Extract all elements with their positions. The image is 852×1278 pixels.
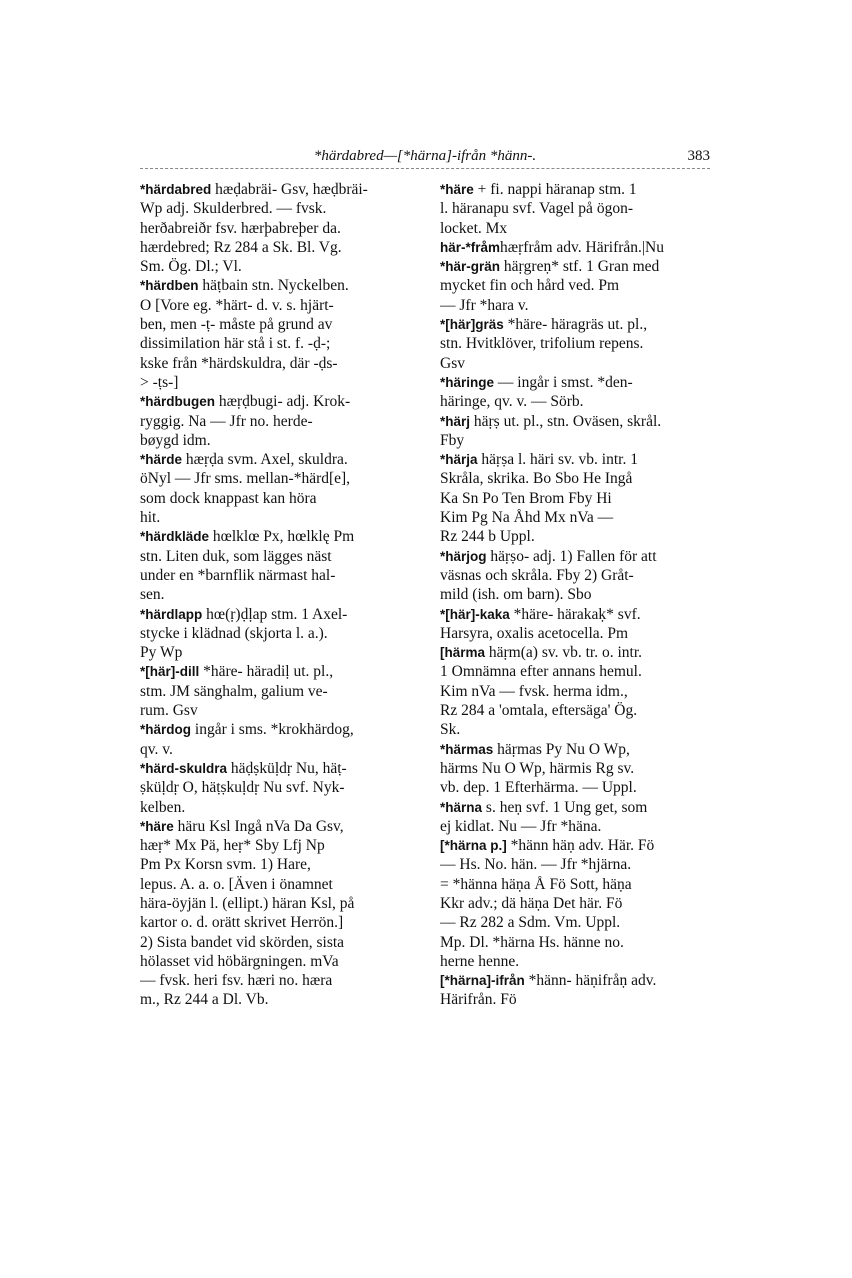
- entry-body: hæṛḍbugi- adj. Krok- ryggig. Na — Jfr no. herde- bøygd idm.: [140, 393, 351, 449]
- entry-body: *hänn häṇ adv. Här. Fö — Hs. No. hän. — Jfr *hjärna. = *hänna häṇa Å Fö Sott, häṇa Kkr adv.; dä häṇa Det här. Fö — Rz 282 a Sdm. Vm. Uppl. Mp. Dl. *härna Hs. hänne no. herne henne.: [440, 837, 655, 970]
- dictionary-entry: [440, 412, 715, 451]
- entry-body: hœlklœ Px, hœlklę Pm stn. Liten duk, som lägges näst under en *barnflik närmast hal- sen.: [140, 528, 355, 604]
- entry-headword: *härdlapp: [140, 606, 203, 622]
- header-title: *härdabred—[*härna]-ifrån *hänn-.: [313, 148, 537, 164]
- entry-headword: *härjog: [440, 548, 487, 564]
- dictionary-entry: [440, 180, 715, 238]
- dictionary-entry: [140, 276, 440, 392]
- entry-body: häṛm(a) sv. vb. tr. o. intr. 1 Omnämna efter annans hemul. Kim nVa — fvsk. herma idm., Rz 284 a 'omtala, eftersäga' Ög. Sk.: [440, 644, 642, 739]
- entry-headword: *häre: [140, 818, 174, 834]
- entry-body: häṛgreṇ* stf. 1 Gran med mycket fin och hård ved. Pm — Jfr *hara v.: [440, 258, 660, 314]
- entry-headword: *härdkläde: [140, 529, 210, 545]
- entry-headword: *härna: [440, 799, 483, 815]
- dictionary-entry: [140, 817, 440, 1010]
- entry-body: *häre- häragräs ut. pl., stn. Hvitklöver, trifolium repens. Gsv: [440, 316, 648, 372]
- entry-headword: *härj: [440, 413, 471, 429]
- dictionary-entry: [140, 759, 440, 817]
- entry-body: hæṛḍa svm. Axel, skuldra. öNyl — Jfr sms. mellan-*härd[e], som dock knappast kan höra hit.: [140, 451, 351, 527]
- entry-headword: *härdben: [140, 278, 199, 294]
- entry-body: häṛṣ ut. pl., stn. Oväsen, skrål. Fby: [440, 412, 662, 449]
- dictionary-entry: [140, 662, 440, 720]
- dictionary-entry: [440, 971, 715, 1010]
- dictionary-entry: [140, 720, 440, 759]
- entry-headword: *härd-skuldra: [140, 760, 228, 776]
- dictionary-entry: [440, 315, 715, 373]
- entry-headword: *härdabred: [140, 182, 212, 197]
- entry-body: häḍṣküḷdṛ Nu, häṭ- ṣküḷdṛ O, häṭṣkuḷdṛ Nu svf. Nyk- kelben.: [140, 759, 347, 816]
- dictionary-entry: [140, 392, 440, 450]
- entry-body: häru Ksl Ingå nVa Da Gsv, hæṛ* Mx Pä, heṛ* Sby Lfj Np Pm Px Korsn svm. 1) Hare, lepus. A. a. o. [Även i önamnet hära-öyjän l. (ellipt.) häran Ksl, på kartor o. d. orätt skrivet Herrön.] 2) Sista bandet vid skörden, sista hölasset vid höbärgningen. mVa — fvsk. heri fsv. hæri no. hæra m., Rz 244 a Dl. Vb.: [140, 817, 355, 1009]
- dictionary-entry: [440, 836, 715, 971]
- entry-headword: här-*fråm: [440, 239, 501, 255]
- entry-headword: *[här]-dill: [140, 664, 200, 680]
- entry-headword: *härdbugen: [140, 394, 216, 410]
- running-header: [140, 148, 710, 170]
- left-column: [140, 180, 440, 1010]
- dictionary-entry: [440, 373, 715, 412]
- dictionary-entry: [440, 547, 715, 605]
- entry-headword: [*härna]-ifrån: [440, 973, 525, 989]
- entry-body: s. heṇ svf. 1 Ung get, som ej kidlat. Nu — Jfr *häna.: [440, 798, 648, 835]
- entry-body: hæṛfråm adv. Härifrån.|Nu: [500, 238, 664, 256]
- entry-body: — ingår i smst. *den- häringe, qv. v. — Sörb.: [440, 373, 633, 411]
- dictionary-entry: [440, 238, 715, 257]
- entry-headword: *härde: [140, 452, 183, 468]
- entry-headword: *häringe: [440, 374, 495, 390]
- entry-headword: [*härna p.]: [440, 838, 507, 854]
- entry-body: ingår i sms. *krokhärdog, qv. v.: [140, 721, 354, 758]
- dictionary-entry: [440, 798, 715, 837]
- dictionary-entry: [440, 605, 715, 644]
- entry-headword: *härmas: [440, 741, 494, 757]
- entry-headword: *härja: [440, 452, 478, 468]
- dictionary-entry: [440, 643, 715, 739]
- header-rule: [140, 168, 710, 169]
- entry-headword: *[här]gräs: [440, 317, 504, 333]
- dictionary-entry: [140, 450, 440, 527]
- entry-body: + fi. nappi häranap stm. 1 l. häranapu svf. Vagel på ögon- locket. Mx: [440, 181, 637, 237]
- dictionary-entry: [440, 450, 715, 546]
- right-column: [440, 180, 715, 1010]
- entry-body: hœ(ṛ)ḍḷap stm. 1 Axel- stycke i klädnad (skjorta l. a.). Py Wp: [140, 605, 348, 662]
- entry-body: häṛṣo- adj. 1) Fallen för att väsnas och skråla. Fby 2) Gråt- mild (ish. om barn). Sbo: [440, 547, 657, 604]
- dictionary-entry: [140, 605, 440, 663]
- dictionary-entry: [440, 257, 715, 315]
- entry-body: *hänn- häṇifråṇ adv. Härifrån. Fö: [440, 972, 657, 1009]
- entry-body: häṛṣa l. häri sv. vb. intr. 1 Skråla, skrika. Bo Sbo He Ingå Ka Sn Po Ten Brom Fby Hi Kim Pg Na Åhd Mx nVa — Rz 244 b Uppl.: [440, 451, 638, 546]
- entry-headword: *här-grän: [440, 259, 501, 275]
- entry-headword: *härdog: [140, 722, 192, 738]
- entry-headword: *[här]-kaka: [440, 606, 510, 622]
- entry-body: *häre- häradiḷ ut. pl., stm. JM sänghalm, galium ve- rum. Gsv: [140, 663, 334, 720]
- dictionary-entry: [140, 527, 440, 604]
- entry-headword: [härma: [440, 645, 486, 661]
- entry-body: *häre- härakaḳ* svf. Harsyra, oxalis acetocella. Pm: [440, 605, 641, 642]
- entry-body: häṛmas Py Nu O Wp, härms Nu O Wp, härmis Rg sv. vb. dep. 1 Efterhärma. — Uppl.: [440, 740, 637, 797]
- page-number: 383: [687, 148, 710, 164]
- entry-body: hæḍabräi- Gsv, hæḍbräi- Wp adj. Skulderbred. — fvsk. herðabreiðr fsv. hærþabreþer da. hærdebred; Rz 284 a Sk. Bl. Vg. Sm. Ög. Dl.; Vl.: [140, 181, 368, 276]
- entry-headword: *häre: [440, 182, 474, 197]
- dictionary-entry: [440, 740, 715, 798]
- dictionary-entry: [140, 180, 440, 276]
- entry-body: häṭbain stn. Nyckelben. O [Vore eg. *härt- d. v. s. hjärt- ben, men -ṭ- måste på grund av dissimilation här stå i st. f. -ḍ-; kske från *härdskuldra, där -ḍs- > -ṭs-]: [140, 277, 349, 391]
